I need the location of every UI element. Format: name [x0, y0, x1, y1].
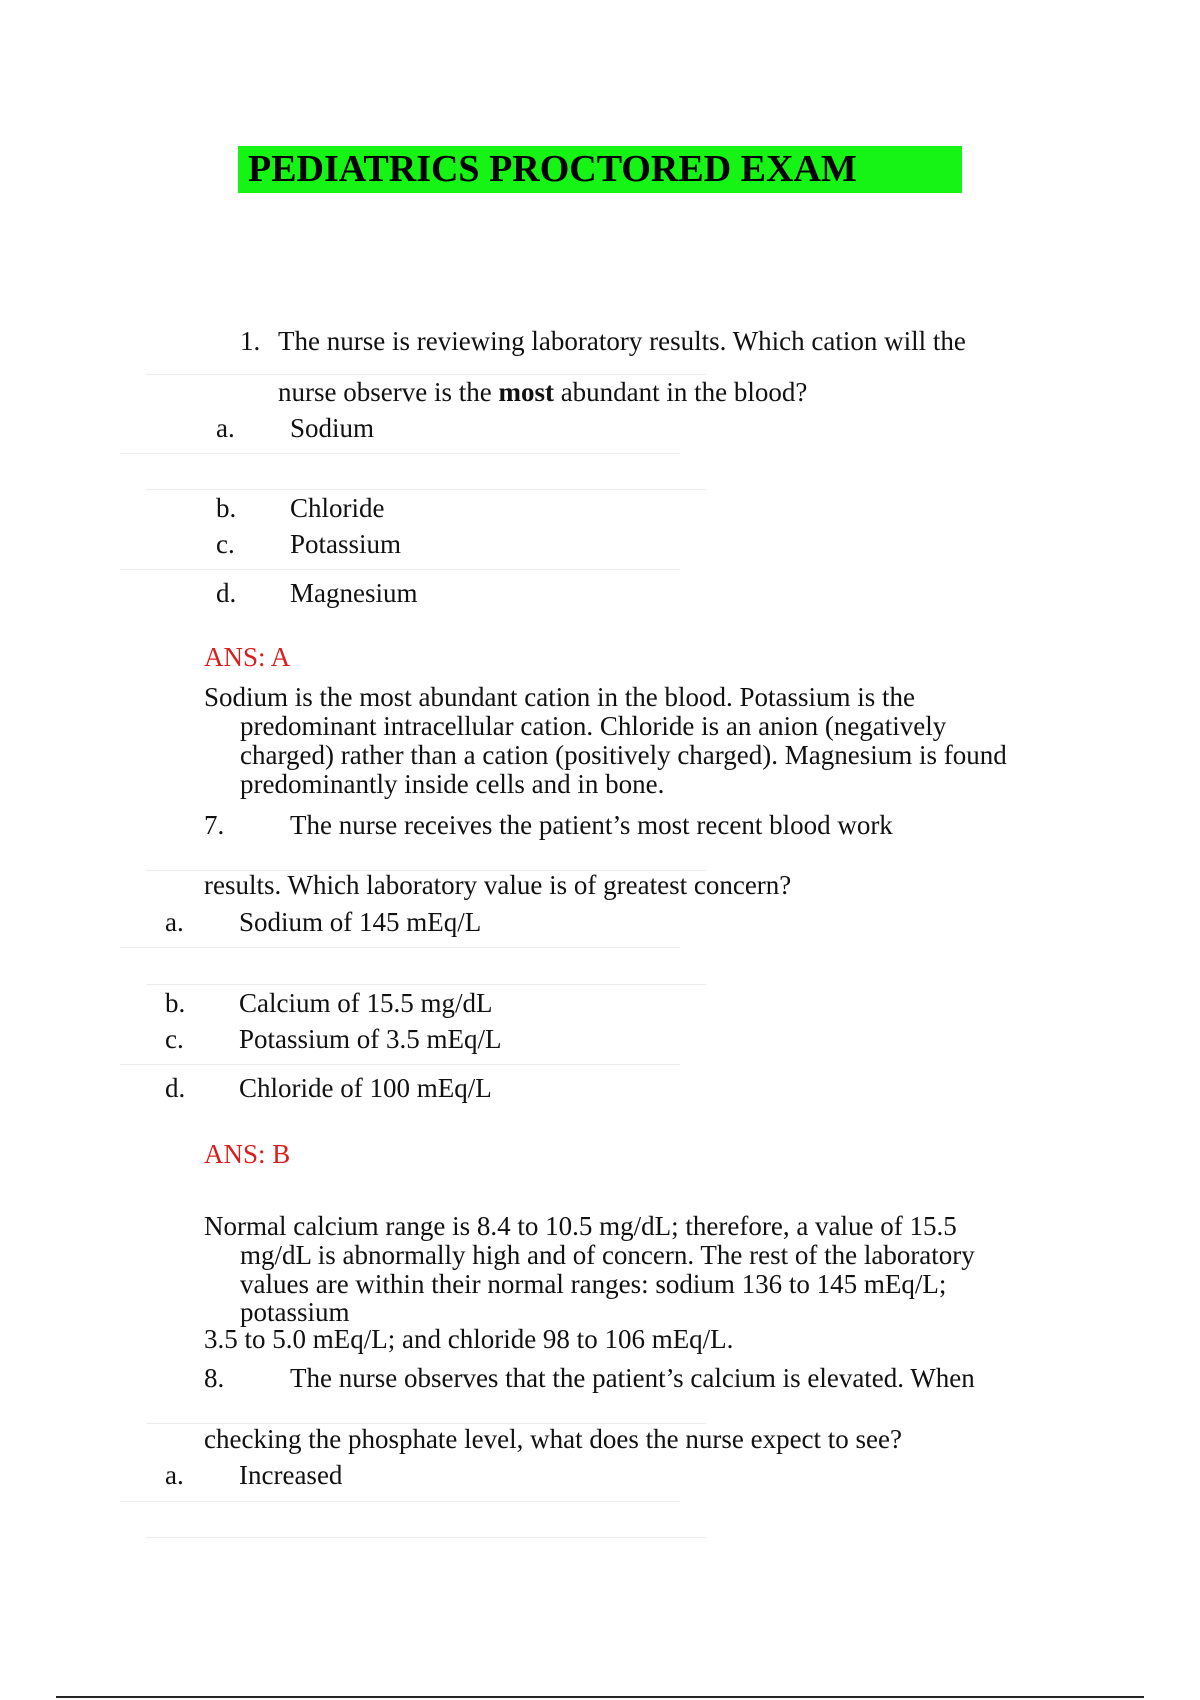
option-text: Increased: [239, 1460, 343, 1490]
option-text: Calcium of 15.5 mg/dL: [239, 988, 493, 1018]
question-number: 7.: [204, 810, 225, 840]
question-stem-line2: results. Which laboratory value is of greatest concern?: [204, 870, 792, 900]
page-title: PEDIATRICS PROCTORED EXAM: [238, 146, 962, 193]
question-stem-line1: The nurse observes that the patient’s calcium is elevated. When: [290, 1363, 975, 1393]
rationale: Sodium is the most abundant cation in the blood. Potassium is the predominant intracellular cation. Chloride is an anion (negatively charged) rather than a cation (positively charged). Magnesium is found predominantly inside cells and in bone.: [204, 682, 1007, 799]
answer-label: ANS: A: [204, 642, 291, 672]
option-text: Potassium: [290, 529, 402, 559]
option-text: Sodium of 145 mEq/L: [239, 907, 482, 937]
emphasis-most: most: [498, 377, 554, 407]
option-letter: a.: [216, 413, 235, 443]
option-letter: d.: [165, 1073, 186, 1103]
rationale: Normal calcium range is 8.4 to 10.5 mg/dL; therefore, a value of 15.5 mg/dL is abnormally high and of concern. The rest of the laboratory values are within their normal ranges: sodium 136 to 145 mEq/L; potassium: [204, 1211, 975, 1327]
option-text: Sodium: [290, 413, 375, 443]
option-letter: b.: [165, 988, 186, 1018]
option-letter: d.: [216, 578, 237, 608]
question-number: 1.: [240, 326, 261, 356]
option-text: Magnesium: [290, 578, 418, 608]
option-letter: a.: [165, 907, 184, 937]
option-letter: a.: [165, 1460, 184, 1490]
option-text: Chloride of 100 mEq/L: [239, 1073, 492, 1103]
answer-label: ANS: B: [204, 1139, 291, 1169]
footer-divider: [56, 1696, 1144, 1698]
question-number: 8.: [204, 1363, 225, 1393]
question-stem-line1: The nurse is reviewing laboratory results. Which cation will the: [278, 326, 966, 356]
question-stem-line1: The nurse receives the patient’s most recent blood work: [290, 810, 893, 840]
option-text: Chloride: [290, 493, 385, 523]
question-stem-line2: nurse observe is the most abundant in the blood?: [278, 377, 808, 407]
option-letter: c.: [216, 529, 235, 559]
question-stem-line2: checking the phosphate level, what does the nurse expect to see?: [204, 1424, 902, 1454]
option-letter: b.: [216, 493, 237, 523]
rationale-tail: 3.5 to 5.0 mEq/L; and chloride 98 to 106 mEq/L.: [204, 1324, 734, 1354]
option-letter: c.: [165, 1024, 184, 1054]
option-text: Potassium of 3.5 mEq/L: [239, 1024, 502, 1054]
